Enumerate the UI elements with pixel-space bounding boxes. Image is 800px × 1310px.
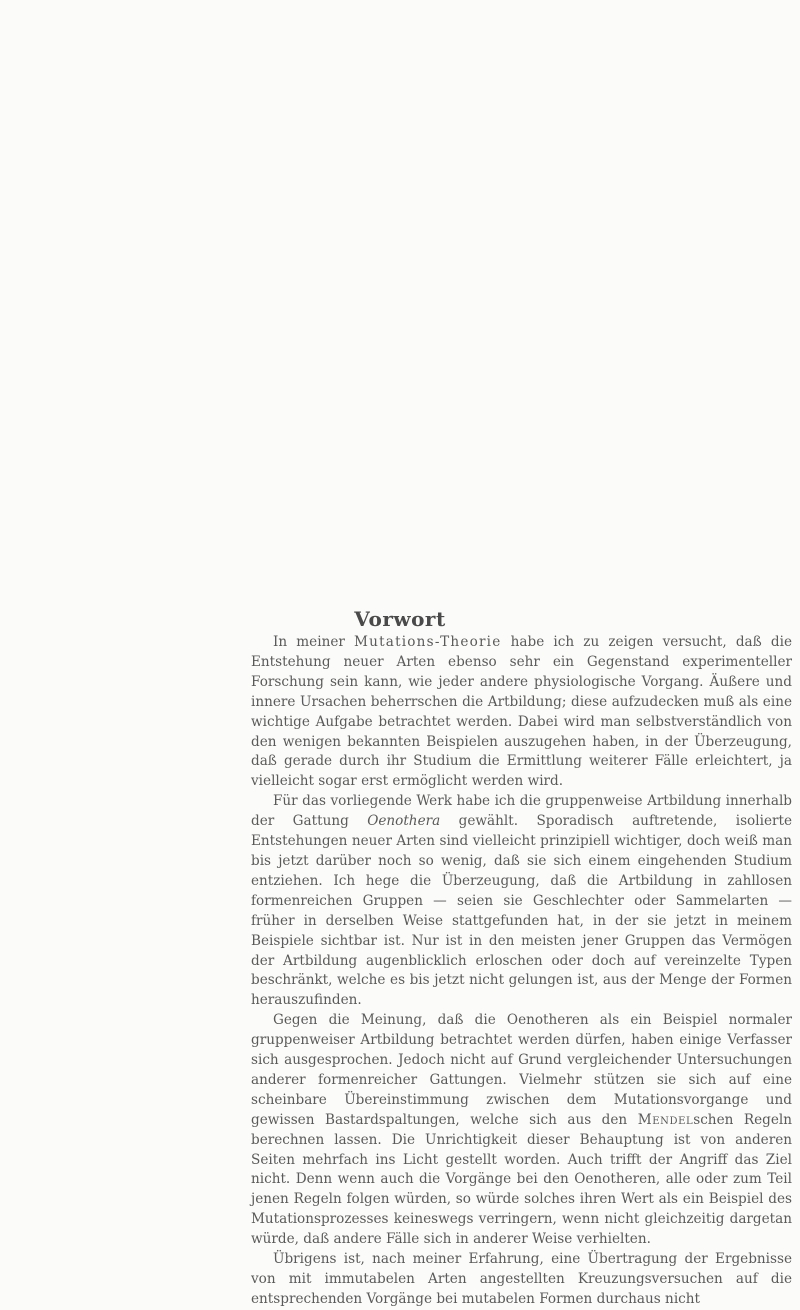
- paragraph-1: [251, 633, 792, 792]
- paragraph-3: [251, 1011, 792, 1250]
- page-title: Vorwort: [354, 607, 446, 631]
- theory-title-spaced: Mutations-Theorie: [354, 634, 502, 650]
- paragraph-3-lead: Gegen die Meinung, daß die Oenotheren als ein Beispiel normaler gruppenweiser Artbildung betrachtet werden dürfen, haben einige Verfasser sich ausgesprochen. Jedoch nicht auf Grund vergleichender Untersuchungen anderer formenreicher Gattungen. Vielmehr stützen sie sich auf eine scheinbare Übereinstimmung zwischen dem Mutationsvorgange und gewissen Bastardspaltungen, welche sich aus den: [251, 1012, 792, 1128]
- paragraph-2-lead: Für das vorliegende Werk habe ich die gruppenweise Artbildung innerhalb der Gattung: [251, 793, 792, 830]
- paragraph-2-rest: gewählt. Sporadisch auftretende, isolierte Entstehungen neuer Arten sind vielleicht prinzipiell wichtiger, doch weiß man bis jetzt darüber noch so wenig, daß sie sich einem eingehenden Studium entziehen. Ich hege die Überzeugung, daß die Artbildung in zahllosen formenreichen Gruppen — seien sie Geschlechter oder Sammelarten — früher in derselben Weise stattgefunden hat, in der sie jetzt in meinem Beispiele sichtbar ist. Nur ist in den meisten jener Gruppen das Vermögen der Artbildung augenblicklich erloschen oder doch auf vereinzelte Typen beschränkt, welche es bis jetzt nicht gelungen ist, aus der Menge der Formen herauszufinden.: [251, 813, 792, 1009]
- paragraph-4: [251, 1250, 792, 1310]
- body-text: [251, 633, 792, 1310]
- genus-name-italic: Oenothera: [367, 813, 441, 830]
- author-name-smallcaps: Mendel: [637, 1111, 694, 1128]
- paragraph-2: [251, 792, 792, 1011]
- paragraph-1-lead: In meiner: [273, 634, 355, 650]
- paragraph-4-lead: Übrigens ist, nach meiner Erfahrung, eine Übertragung der Ergebnisse von mit immutabelen Arten angestellten Kreuzungsversuchen auf die entsprechenden Vorgänge bei mutabelen Formen durchaus nicht: [251, 1251, 792, 1307]
- paragraph-3-rest: schen Regeln berechnen lassen. Die Unrichtigkeit dieser Behauptung ist von anderen Seiten mehrfach ins Licht gestellt worden. Auch trifft der Angriff das Ziel nicht. Denn wenn auch die Vorgänge bei den Oenotheren, alle oder zum Teil jenen Regeln folgen würden, so würde solches ihren Wert als ein Beispiel des Mutationsprozesses keineswegs verringern, wenn nicht gleichzeitig dargetan würde, daß andere Fälle sich in anderer Weise verhielten.: [251, 1111, 792, 1248]
- paragraph-1-rest: habe ich zu zeigen versucht, daß die Entstehung neuer Arten ebenso sehr ein Gegenstand experimenteller Forschung sein kann, wie jeder andere physiologische Vorgang. Äußere und innere Ursachen beherrschen die Artbildung; diese aufzudecken muß als eine wichtige Aufgabe betrachtet werden. Dabei wird man selbstverständlich von den wenigen bekannten Beispielen auszugehen haben, in der Überzeugung, daß gerade durch ihr Studium die Ermittlung weiterer Fälle erleichtert, ja vielleicht sogar erst ermöglicht werden wird.: [251, 634, 792, 790]
